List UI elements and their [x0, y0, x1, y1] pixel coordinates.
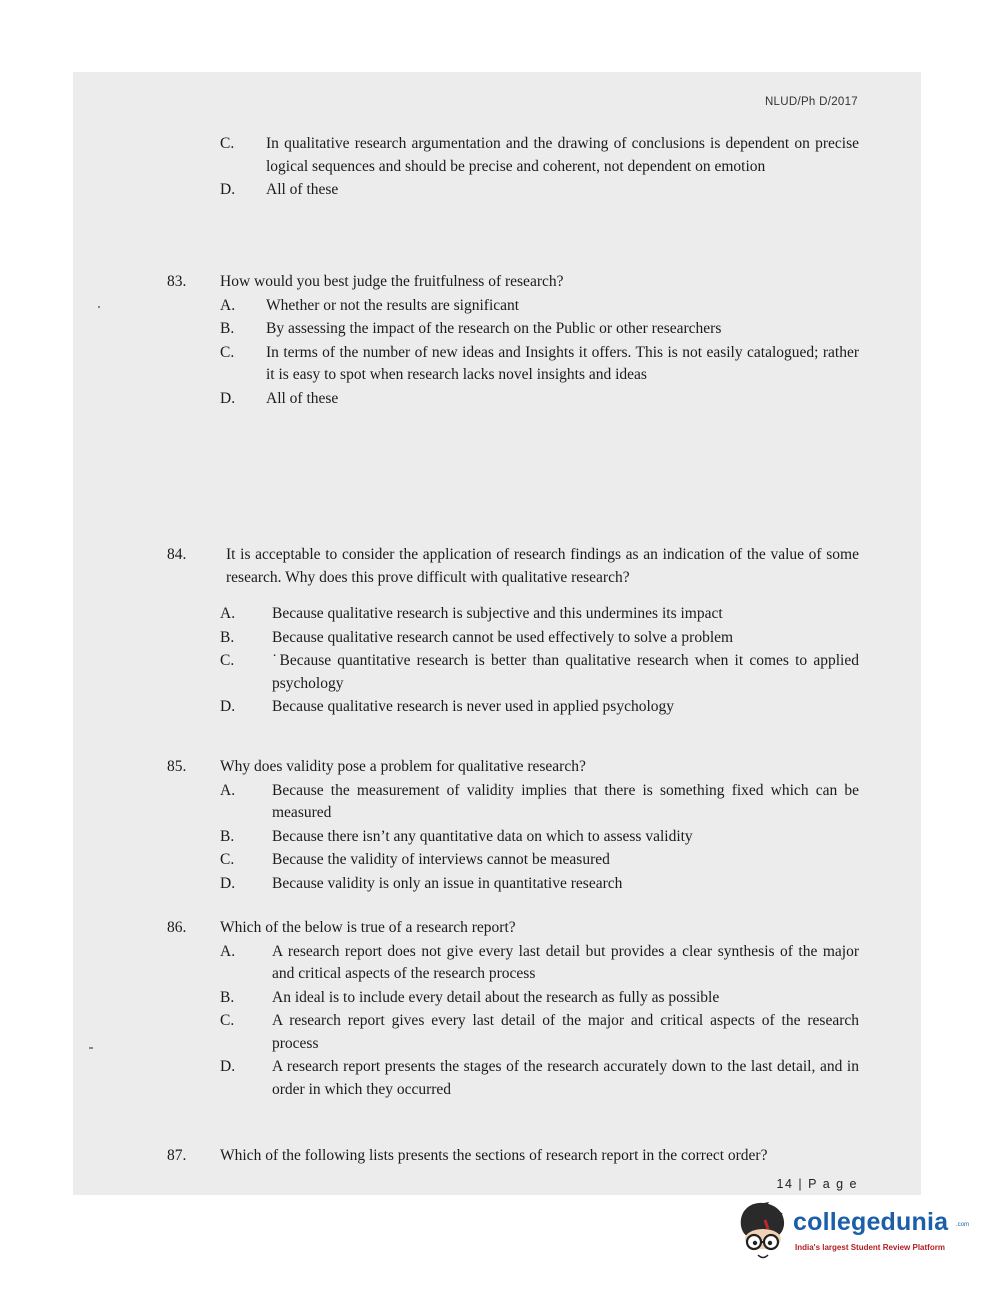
scan-speck — [98, 306, 100, 308]
brand-tagline: India's largest Student Review Platform — [795, 1243, 945, 1252]
option-text: All of these — [266, 181, 339, 198]
mascot-icon — [735, 1198, 791, 1264]
question-84 — [167, 544, 859, 719]
page-number: 14 | P a g e — [776, 1177, 858, 1191]
option-text: All of these — [266, 389, 339, 407]
option-b — [167, 826, 859, 849]
option-c — [167, 849, 859, 872]
option-letter: C. — [220, 343, 235, 361]
option-letter: C. — [220, 851, 235, 868]
option-text: In qualitative research argumentation and the drawing of conclusions is dependent on precise logical sequences and should be precise and coherent, not dependent on emotion — [266, 135, 859, 175]
option-text: A research report presents the stages of the research accurately down to the last detail, and in order in which they occurred — [272, 1058, 859, 1098]
question-86 — [167, 917, 859, 1101]
option-letter: D. — [220, 389, 236, 407]
option-text: By assessing the impact of the research on the Public or other researchers — [266, 320, 722, 337]
option-letter: C. — [220, 135, 235, 152]
scan-speck — [89, 1047, 93, 1049]
question-number: 83. — [167, 273, 187, 290]
collegedunia-logo[interactable] — [735, 1198, 970, 1268]
question-text: It is acceptable to consider the application of research findings as an indication of the value of some research. Why does this prove difficult with qualitative research? — [226, 546, 859, 586]
option-text: Whether or not the results are significant — [266, 296, 520, 314]
exam-page — [73, 72, 921, 1195]
question-text: Which of the below is true of a research report? — [220, 919, 516, 936]
option-c — [167, 342, 859, 387]
option-d — [167, 873, 859, 896]
question-number: 87. — [167, 1147, 187, 1164]
option-text: Because validity is only an issue in quantitative research — [272, 874, 623, 892]
option-letter: B. — [220, 988, 235, 1006]
option-letter: A. — [220, 781, 236, 799]
option-letter: D. — [220, 698, 236, 715]
option-a — [167, 780, 859, 825]
option-b — [167, 627, 859, 650]
option-c — [167, 650, 859, 695]
option-text: Because qualitative research is never used in applied psychology — [272, 698, 675, 715]
question-85 — [167, 756, 859, 895]
option-text: Because the measurement of validity implies that there is something fixed which can be measured — [272, 781, 859, 821]
option-letter: B. — [220, 320, 235, 337]
option-letter: C. — [220, 652, 235, 669]
option-letter: D. — [220, 1058, 236, 1075]
paper-code: NLUD/Ph D/2017 — [764, 96, 858, 108]
question-82-tail — [167, 132, 859, 202]
option-a — [167, 603, 859, 626]
option-c — [167, 1010, 859, 1055]
question-83 — [167, 271, 859, 410]
question-text: Why does validity pose a problem for qualitative research? — [220, 758, 586, 775]
option-letter: A. — [220, 942, 236, 960]
option-b — [167, 987, 859, 1010]
option-d — [167, 388, 859, 411]
option-b — [167, 318, 859, 341]
option-text: Because qualitative research cannot be used effectively to solve a problem — [272, 628, 734, 646]
option-letter: D. — [220, 181, 236, 198]
option-text: In terms of the number of new ideas and Insights it offers. This is not easily catalogued; rather it is easy to spot when research lacks novel insights and ideas — [266, 343, 859, 383]
option-text: An ideal is to include every detail about the research as fully as possible — [272, 988, 720, 1006]
brand-suffix: .com — [956, 1222, 970, 1228]
option-letter: B. — [220, 827, 235, 845]
option-c — [167, 133, 859, 178]
question-number: 86. — [167, 919, 187, 936]
option-text: A research report does not give every last detail but provides a clear synthesis of the major and critical aspects of the research process — [272, 942, 859, 982]
option-a — [167, 295, 859, 318]
question-text: How would you best judge the fruitfulness of research? — [220, 273, 564, 290]
question-text: Which of the following lists presents the sections of research report in the correct order? — [220, 1147, 768, 1164]
question-number: 84. — [167, 546, 187, 563]
option-letter: B. — [220, 628, 235, 646]
question-87 — [167, 1145, 859, 1168]
option-text: Because qualitative research is subjective and this undermines its impact — [272, 605, 723, 622]
option-a — [167, 941, 859, 986]
brand-name: collegedunia — [793, 1208, 949, 1236]
option-text: ˙Because quantitative research is better than qualitative research when it comes to applied psychology — [272, 652, 859, 692]
option-letter: C. — [220, 1012, 235, 1029]
option-letter: D. — [220, 874, 236, 892]
option-text: Because the validity of interviews cannot be measured — [272, 851, 610, 868]
option-d — [167, 1056, 859, 1101]
option-letter: A. — [220, 296, 236, 314]
option-text: Because there isn’t any quantitative data on which to assess validity — [272, 827, 693, 845]
question-number: 85. — [167, 758, 187, 775]
option-letter: A. — [220, 605, 236, 622]
option-d — [167, 179, 859, 202]
option-text: A research report gives every last detail of the major and critical aspects of the research process — [272, 1012, 859, 1052]
option-d — [167, 696, 859, 719]
